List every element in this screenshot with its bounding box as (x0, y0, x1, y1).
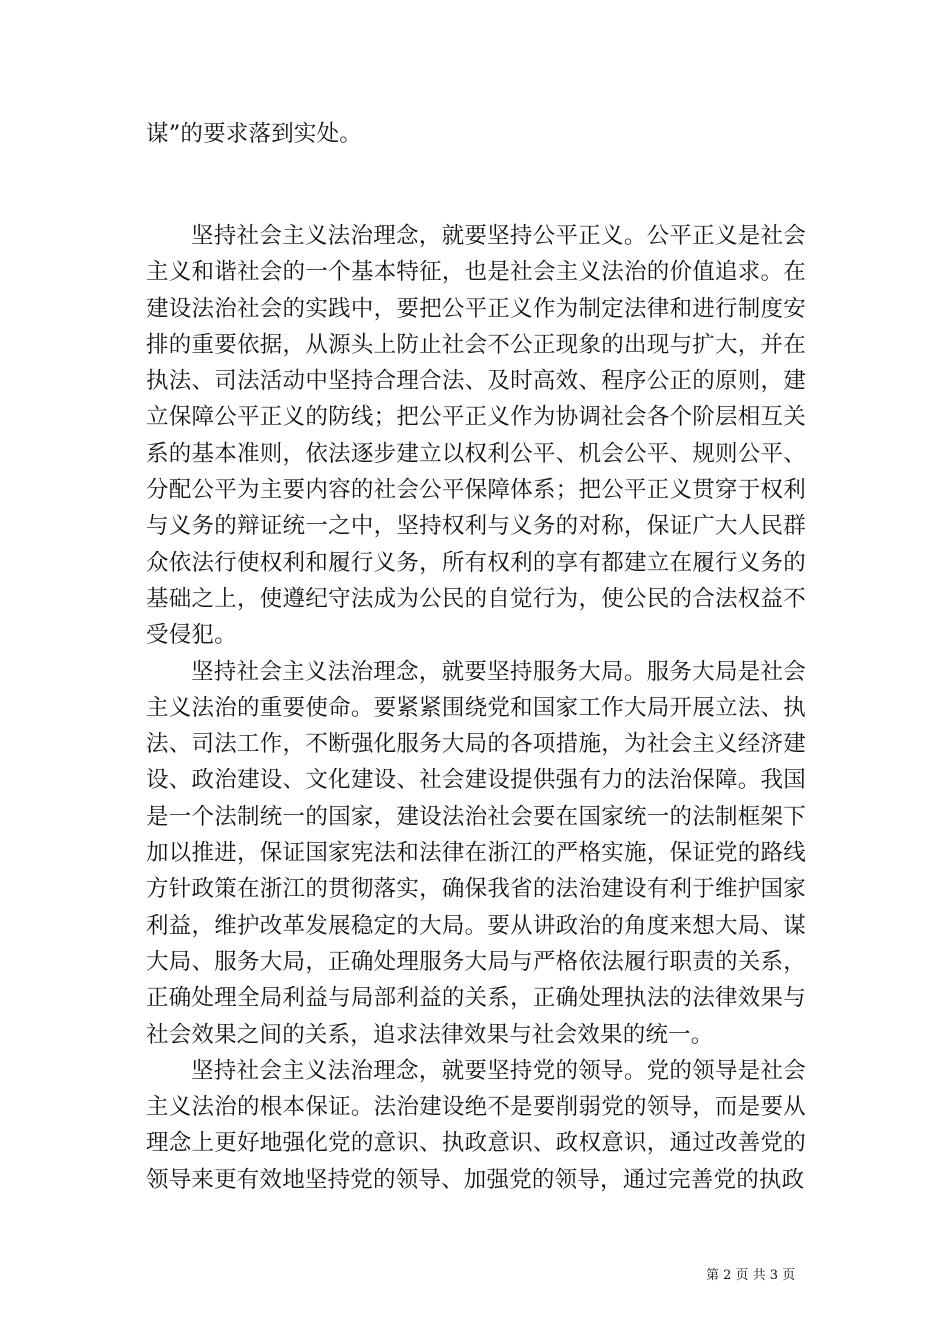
carryover-text-block (146, 116, 806, 152)
body-text-block (146, 218, 806, 1198)
paragraph-serve-overall: 坚持社会主义法治理念，就要坚持服务大局。服务大局是社会主义法治的重要使命。要紧紧围绕党和国家工作大局开展立法、执法、司法工作，不断强化服务大局的各项措施，为社会主义经济建设、政治建设、文化建设、社会建设提供强有力的法治保障。我国是一个法制统一的国家，建设法治社会要在国家统一的法制框架下加以推进，保证国家宪法和法律在浙江的严格实施，保证党的路线方针政策在浙江的贯彻落实，确保我省的法治建设有利于维护国家利益，维护改革发展稳定的大局。要从讲政治的角度来想大局、谋大局、服务大局，正确处理服务大局与严格依法履行职责的关系，正确处理全局利益与局部利益的关系，正确处理执法的法律效果与社会效果之间的关系，追求法律效果与社会效果的统一。 (146, 658, 806, 1048)
carryover-paragraph: 谋”的要求落到实处。 (146, 121, 363, 147)
page-number-footer: 第 2 页 共 3 页 (706, 1268, 796, 1283)
paragraph-fairness: 坚持社会主义法治理念，就要坚持公平正义。公平正义是社会主义和谐社会的一个基本特征，也是社会主义法治的价值追求。在建设法治社会的实践中，要把公平正义作为制定法律和进行制度安排的重要依据，从源头上防止社会不公正现象的出现与扩大，并在执法、司法活动中坚持合理合法、及时高效、程序公正的原则，建立保障公平正义的防线；把公平正义作为协调社会各个阶层相互关系的基本准则，依法逐步建立以权利公平、机会公平、规则公平、分配公平为主要内容的社会公平保障体系；把公平正义贯穿于权利与义务的辩证统一之中，坚持权利与义务的对称，保证广大人民群众依法行使权利和履行义务，所有权利的享有都建立在履行义务的基础之上，使遵纪守法成为公民的自觉行为，使公民的合法权益不受侵犯。 (146, 223, 806, 649)
paragraph-party-leadership: 坚持社会主义法治理念，就要坚持党的领导。党的领导是社会主义法治的根本保证。法治建设绝不是要削弱党的领导，而是要从理念上更好地强化党的意识、执政意识、政权意识，通过改善党的领导来更有效地坚持党的领导、加强党的领导，通过完善党的执政 (146, 1057, 806, 1193)
